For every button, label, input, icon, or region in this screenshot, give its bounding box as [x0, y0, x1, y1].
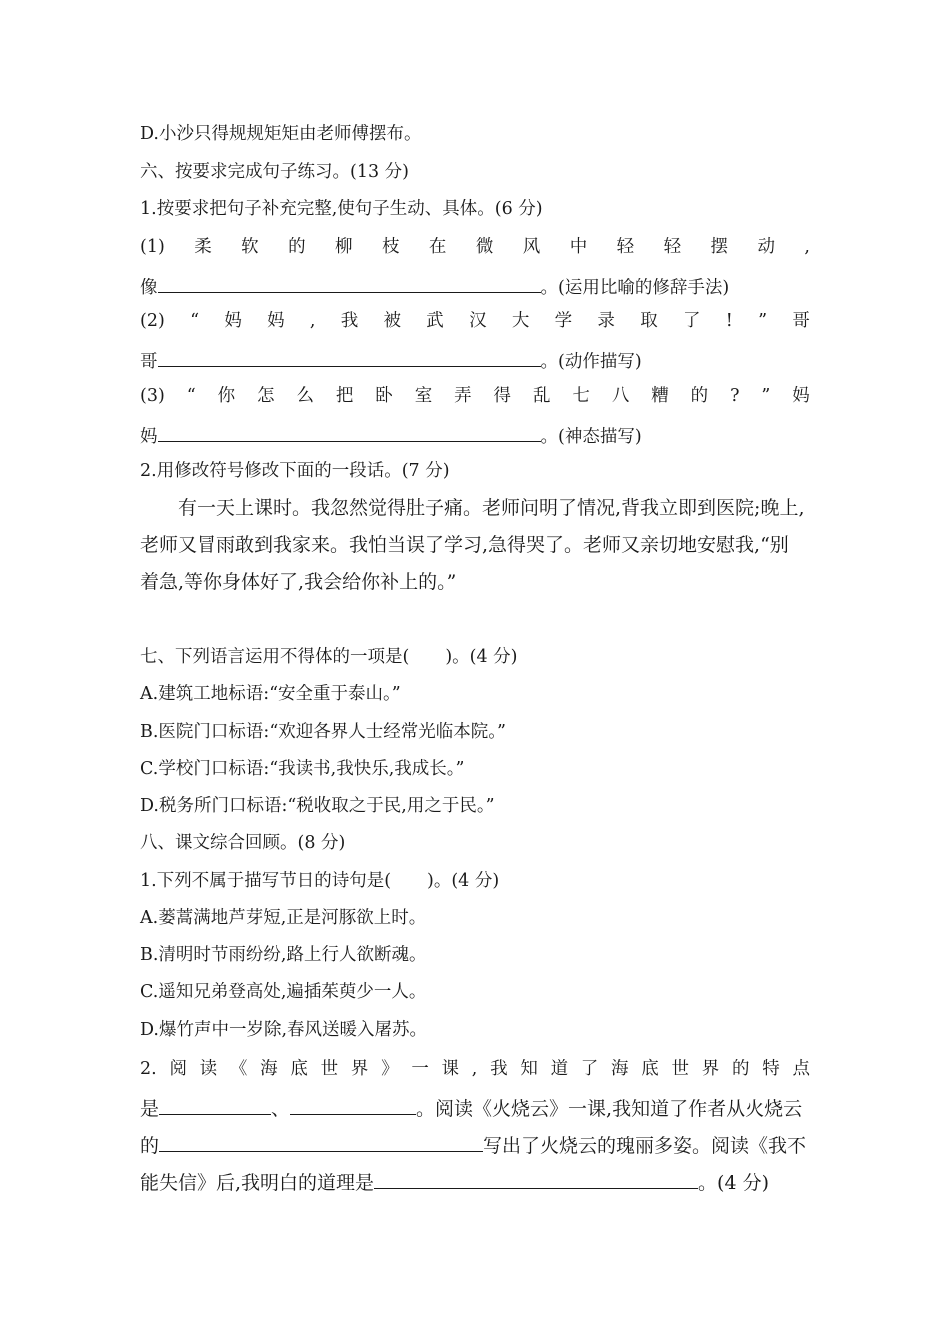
q2-huoshaoyun-blank[interactable]	[159, 1131, 483, 1152]
section-7-option-d: D.税务所门口标语:“税收取之于民,用之于民。”	[140, 796, 495, 816]
section-6-q1-1-answer-line	[140, 272, 810, 300]
q2-lesson-blank[interactable]	[374, 1168, 698, 1189]
q2-line3-suffix: 写出了火烧云的瑰丽多姿。阅读《我不	[483, 1135, 807, 1157]
section-6-q1-2-line1	[140, 309, 810, 333]
justified-char: 阅	[169, 1059, 187, 1079]
section-8-q2-line3	[140, 1131, 810, 1158]
justified-char: 特	[762, 1059, 780, 1079]
section-8-q1-option-d: D.爆竹声中一岁除,春风送暖入屠苏。	[140, 1020, 428, 1040]
justified-char: ,	[309, 311, 316, 331]
justified-char: 大	[511, 311, 530, 331]
justified-char: 了	[682, 311, 701, 331]
justified-char: 一	[411, 1059, 429, 1079]
justified-char: 糟	[651, 386, 669, 406]
justified-char: 柳	[335, 237, 353, 257]
section-8-q1-option-b: B.清明时节雨纷纷,路上行人欲断魂。	[140, 945, 427, 965]
section-7-heading-start: 七、下列语言运用不得体的一项是(	[140, 647, 410, 667]
section-8-q1-option-c: C.遥知兄弟登高处,遍插茱萸少一人。	[140, 982, 427, 1002]
section-7-option-a: A.建筑工地标语:“安全重于泰山。”	[140, 684, 401, 704]
justified-char: 乱	[532, 386, 551, 406]
justified-char: 八	[611, 386, 630, 406]
justified-char: 的	[288, 237, 306, 257]
justified-char: 弄	[454, 386, 472, 406]
q1-3-answer-blank[interactable]	[158, 421, 541, 442]
justified-char: 微	[475, 237, 494, 257]
justified-char: !	[725, 311, 733, 331]
section-6-q1-3-line1	[140, 384, 810, 408]
justified-char: 动	[757, 237, 775, 257]
justified-char: 柔	[194, 237, 212, 257]
justified-char: (3)	[140, 386, 165, 406]
justified-char: 读	[199, 1059, 218, 1079]
justified-char: 界	[701, 1059, 720, 1079]
justified-char: 轻	[663, 237, 682, 257]
justified-char: 七	[572, 386, 590, 406]
justified-char: ”	[758, 311, 768, 331]
q2-line2-separator: 、	[271, 1098, 291, 1120]
section-6-q2-prompt: 2.用修改符号修改下面的一段话。(7 分)	[140, 461, 450, 481]
passage-line-2: 老师又冒雨敢到我家来。我怕当误了学习,急得哭了。老师又亲切地安慰我,“别	[140, 534, 789, 556]
justified-char: 妈	[267, 311, 285, 331]
q1-3-prefix: 妈	[140, 427, 158, 447]
justified-char: 把	[335, 386, 354, 406]
justified-char: 录	[597, 311, 615, 331]
justified-char: ”	[761, 386, 771, 406]
justified-char: 风	[522, 237, 541, 257]
q1-1-answer-blank[interactable]	[158, 272, 541, 293]
justified-char: 《	[229, 1059, 248, 1079]
justified-char: 取	[640, 311, 658, 331]
justified-char: 妈	[792, 386, 810, 406]
justified-char: ,	[471, 1059, 478, 1079]
justified-char: 2.	[140, 1059, 157, 1079]
justified-char: 室	[414, 386, 433, 406]
section-8-q2-line1	[140, 1057, 810, 1081]
justified-char: 的	[731, 1059, 750, 1079]
section-8-q1-option-a: A.蒌蒿满地芦芽短,正是河豚欲上时。	[140, 908, 427, 928]
justified-char: 么	[296, 386, 314, 406]
q2-line4-suffix: 。(4 分)	[698, 1172, 770, 1194]
q2-line4-prefix: 能失信》后,我明白的道理是	[140, 1172, 375, 1194]
justified-char: 摆	[710, 237, 729, 257]
justified-char: 妈	[224, 311, 242, 331]
justified-char: 底	[641, 1059, 659, 1079]
q1-2-suffix: 。(动作描写)	[540, 352, 642, 372]
justified-char: (2)	[140, 311, 165, 331]
justified-char: 界	[350, 1059, 369, 1079]
q2-line2-suffix: 。阅读《火烧云》一课,我知道了作者从火烧云	[416, 1098, 803, 1120]
section-8-heading: 八、课文综合回顾。(8 分)	[140, 833, 346, 853]
justified-char: 轻	[616, 237, 635, 257]
section-6-q1-2-answer-line	[140, 346, 810, 374]
section-7-option-c: C.学校门口标语:“我读书,我快乐,我成长。”	[140, 759, 465, 779]
justified-char: 武	[426, 311, 444, 331]
section-6-q1-1-line1	[140, 235, 810, 259]
section-8-q1	[140, 869, 810, 893]
justified-char: 被	[383, 311, 402, 331]
justified-char: “	[190, 311, 200, 331]
justified-char: 海	[260, 1059, 278, 1079]
justified-char: 》	[381, 1059, 399, 1079]
justified-char: 哥	[792, 311, 810, 331]
section-8-q2-line2	[140, 1094, 810, 1121]
justified-char: 了	[580, 1059, 599, 1079]
justified-char: 底	[290, 1059, 308, 1079]
q2-line3-prefix: 的	[140, 1135, 160, 1157]
justified-char: “	[186, 386, 196, 406]
section-8-q1-end: )。(4 分)	[427, 871, 500, 891]
passage-line-1: 有一天上课时。我忽然觉得肚子痛。老师问明了情况,背我立即到医院;晚上,	[178, 497, 805, 519]
justified-char: 道	[550, 1059, 569, 1079]
section-8-q1-start: 1.下列不属于描写节日的诗句是(	[140, 871, 392, 891]
section-6-q1-3-answer-line	[140, 421, 810, 449]
justified-char: ,	[804, 237, 810, 257]
section-7-option-b: B.医院门口标语:“欢迎各界人士经常光临本院。”	[140, 722, 506, 742]
justified-char: 的	[690, 386, 709, 406]
q2-feature-blank-2[interactable]	[290, 1094, 416, 1115]
q2-feature-blank-1[interactable]	[159, 1094, 271, 1115]
justified-char: 得	[493, 386, 512, 406]
justified-char: 世	[671, 1059, 689, 1079]
justified-char: 学	[554, 311, 573, 331]
justified-char: 点	[792, 1059, 810, 1079]
justified-char: 软	[241, 237, 259, 257]
justified-char: 知	[520, 1059, 538, 1079]
q1-2-prefix: 哥	[140, 352, 158, 372]
passage-line-3: 着急,等你身体好了,我会给你补上的。”	[140, 571, 457, 593]
q1-3-suffix: 。(神态描写)	[540, 427, 642, 447]
justified-char: 枝	[381, 237, 400, 257]
section-8-q2-line4	[140, 1168, 810, 1195]
justified-char: 世	[320, 1059, 339, 1079]
justified-char: 你	[217, 386, 236, 406]
justified-char: (1)	[140, 237, 165, 257]
justified-char: 课	[441, 1059, 460, 1079]
justified-char: 汉	[469, 311, 487, 331]
q1-2-answer-blank[interactable]	[158, 346, 541, 367]
justified-char: 怎	[257, 386, 275, 406]
justified-char: 我	[340, 311, 359, 331]
q2-line2-prefix: 是	[140, 1098, 160, 1120]
justified-char: 我	[490, 1059, 508, 1079]
justified-char: 卧	[375, 386, 393, 406]
section-6-q1-prompt: 1.按要求把句子补充完整,使句子生动、具体。(6 分)	[140, 199, 543, 219]
section-7-heading-end: )。(4 分)	[445, 647, 518, 667]
justified-char: 中	[569, 237, 588, 257]
section-6-heading: 六、按要求完成句子练习。(13 分)	[140, 162, 409, 182]
justified-char: 在	[428, 237, 447, 257]
q1-1-suffix: 。(运用比喻的修辞手法)	[540, 278, 730, 298]
justified-char: 海	[611, 1059, 629, 1079]
q1-1-prefix: 像	[140, 278, 158, 298]
justified-char: ?	[730, 386, 740, 406]
q5-option-d: D.小沙只得规规矩矩由老师傅摆布。	[140, 124, 422, 144]
section-7-heading	[140, 645, 810, 669]
